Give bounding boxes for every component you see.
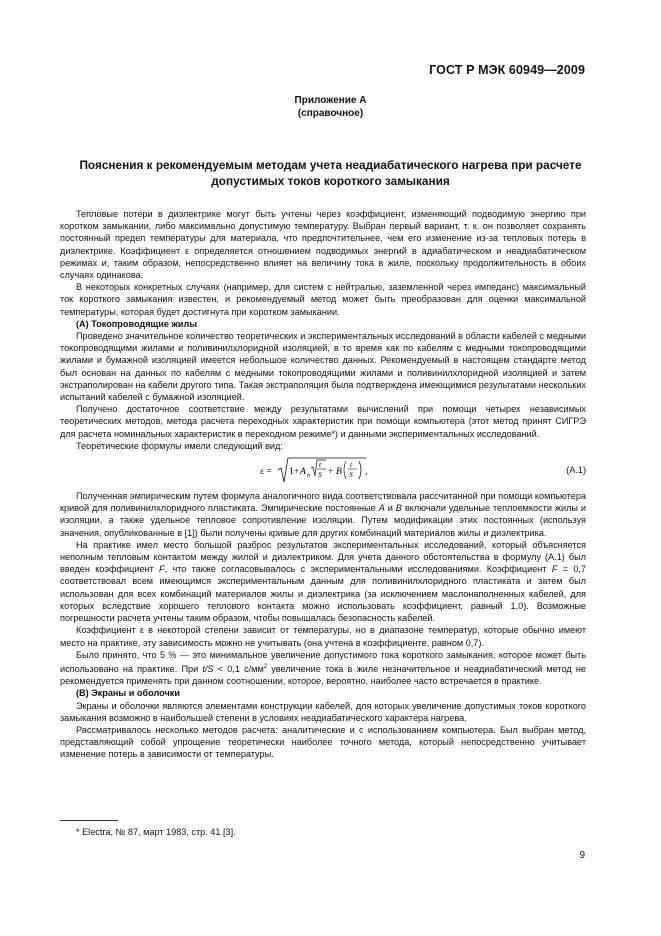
section-heading-a: (А) Токопроводящие жилы (76, 318, 198, 329)
formula-S: S (318, 470, 322, 480)
page-number: 9 (579, 850, 585, 861)
title-line-1: Пояснения к рекомендуемым методам учета неадиабатического нагрева при расчете (79, 158, 582, 172)
paragraph: Коэффициент ε в некоторой степени зависит от температуры, но в диапазоне температур, которые обычно имеют место на практике, эту зависимость можно не учитывать (она учтена в коэффициенте, равном 0,7). (60, 625, 586, 648)
paragraph: Рассматривалось несколько методов расчета: аналитические и с использованием компьютера. Был выбран метод, представляющий собой упрощение теоретически наиболее точного метода, который непосредственно учитывает изменение потерь в зависимости от температуры. (60, 724, 586, 760)
left-paren (344, 461, 346, 479)
formula-comma: , (365, 467, 368, 478)
section-heading-b: (В) Экраны и оболочки (76, 688, 180, 699)
standard-header: ГОСТ Р МЭК 60949—2009 (429, 63, 585, 77)
formula-A: A (300, 467, 306, 478)
formula-one: 1+ (289, 467, 300, 478)
annex-type: (справочное) (297, 108, 364, 119)
formula-B: B (336, 467, 342, 478)
body-text (60, 208, 586, 761)
paragraph: Полученная эмпирическим путем формула аналогичного вида соответствовала рассчитанной при помощи компьютера кривой для поливинилхлоридного пластиката. Эмпирические постоянные A и B включали удельные теплоемкости жилы и изоляции, а также удельное тепловое сопротивление изоляции. Путем модификации этих постоянных (используя значения, опубликованные в [1]) были получены кривые для других комбинаций материалов жилы и диэлектрика. (60, 491, 587, 538)
section-title (60, 157, 601, 189)
formula-eps: ε = (260, 467, 272, 478)
formula-t: t (319, 460, 322, 470)
paragraph: Получено достаточное соответствие между результатами вычислений при помощи четырех независимых теоретических методов, метода расчета переходных характеристик при помощи компьютера (этот метод принят СИГРЭ для расчета номинальных характеристик в переходном режиме*) и данными экспериментальных исследований. (60, 404, 586, 439)
footnote: * Electra, № 87, март 1983, стр. 41 [3]. (76, 827, 236, 837)
paragraph: Тепловые потери в диэлектрике могут быть учтены через коэффициент, изменяющий подводимую энергию при коротком замыкании, либо максимально допустимую температуру. Выбран первый вариант, т. к. он позволяет сохранять постоянный предел температуры для материала, что предпочтительнее, чем его изменение из-за тепловых потерь в диэлектрике. Коэффициент ε определяется отношением подводимых энергий в адиабатическом и неадиабатическом режимах и, таким образом, непосредственно влияет на величину тока в жиле, поскольку продолжительность в обоих случаях одинакова. (60, 209, 586, 281)
paragraph: В некоторых конкретных случаях (например, для систем с нейтралью, заземленной через импеданс) максимальный ток короткого замыкания известен, и рекомендуемый метод может быть преобразован для оценки максимальной температуры, которая будет достигнута при коротком замыкании. (60, 282, 586, 317)
annex-heading (0, 94, 661, 120)
formula-graphic (260, 456, 370, 486)
right-paren (359, 461, 361, 479)
formula-t2: t (350, 460, 353, 470)
formula-S2: S (349, 470, 353, 480)
equation-number: (А.1) (566, 465, 586, 476)
formula-plus: + (328, 467, 334, 478)
formula-a1 (60, 456, 586, 486)
paragraph: На практике имел место большой разброс результатов экспериментальных исследований, который объясняется неполным тепловым контактом между жилой и диэлектриком. Для учета данного обстоятельства в формулу (А.1) был введен коэффициент F, что также согласовывалось с экспериментальными исследованиями. Коэффициент F = 0,7 соответствовал всем имеющимся экспериментальным данным для поливинилхлоридного пластиката и затем был использован для всех комбинаций материалов жилы и диэлектрика (за исключением маслонаполненных кабелей, для которых вследствие хорошего теплового контакта можно использовать коэффициент, равный 1,0). Возможные погрешности расчета учтены таким образом, чтобы повышалась безопасность кабелей. (60, 539, 587, 624)
paragraph: Теоретические формулы имели следующий вид: (76, 440, 283, 451)
annex-title: Приложение А (294, 95, 367, 106)
paragraph: Было принято, что 5 % — это минимальное увеличение допустимого тока короткого замыкания, которое может быть использовано на практике. При t/S < 0,1 $с/мм^2$ увеличение тока в жиле незначительное и неадиабатический метод не рекомендуется применять при данном соотношении, которое, вероятно, наиболее часто встречается в практике. (60, 649, 586, 687)
paragraph: Проведено значительное количество теоретических и экспериментальных исследований в области кабелей с медными токопроводящими жилами и поливинилхлоридной изоляцией, в то время как по кабелям с медными токопроводящими жилами и бумажной изоляцией имеется небольшое количество данных. Рекомендуемый в настоящем стандарте метод был основан на данных по кабелям с медными токопроводящими жилами и поливинилхлоридной изоляцией и затем экстраполирован на кабели другого типа. Такая экстраполяция была подтверждена имеющимися результатами нескольких испытаний кабелей с бумажной изоляцией. (60, 331, 586, 403)
title-line-2: допустимых токов короткого замыкания (211, 174, 450, 188)
formula-n: n (307, 472, 311, 480)
paragraph: Экраны и оболочки являются элементами конструкции кабелей, для которых увеличение допустимых токов короткого замыкания возможно в наибольшей степени в условиях неадиабатического характера нагрева. (60, 700, 586, 723)
footnote-divider (60, 820, 118, 821)
